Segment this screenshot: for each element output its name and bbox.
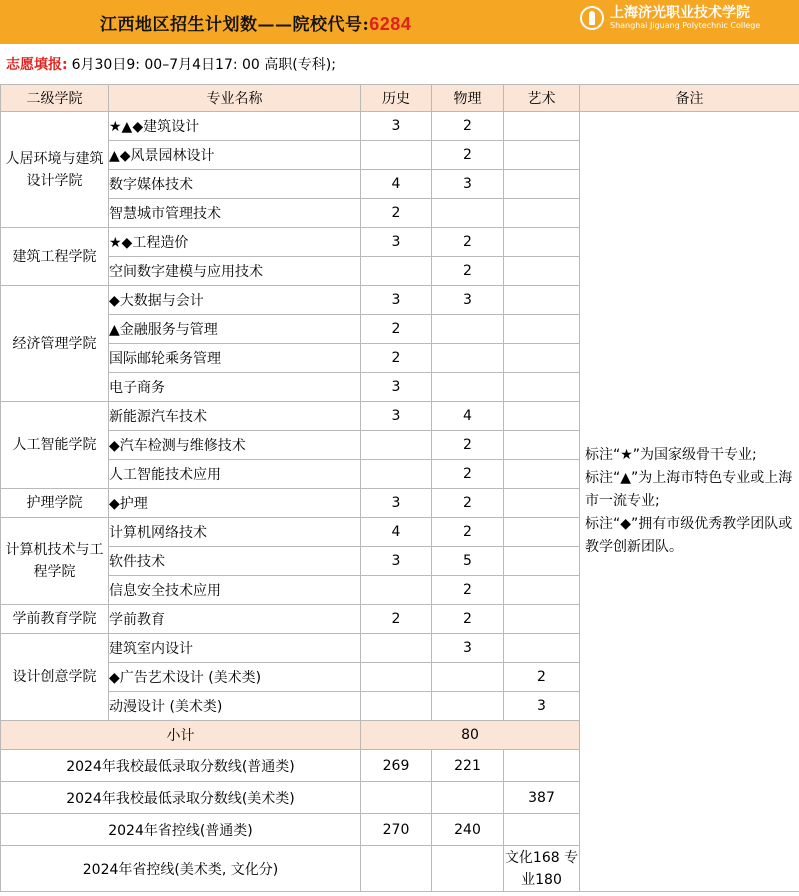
physics-count-cell: 2 [432,518,504,547]
physics-count-cell: 2 [432,576,504,605]
physics-score-cell [432,846,504,892]
history-score-cell: 269 [361,750,432,782]
physics-count-cell [432,663,504,692]
page-title [100,10,411,35]
history-count-cell: 4 [361,518,432,547]
art-count-cell [504,634,580,663]
major-name-cell: 信息安全技术应用 [109,576,361,605]
art-count-cell [504,257,580,286]
major-name-cell: 电子商务 [109,373,361,402]
notice-label: 志愿填报: [6,57,68,73]
school-code: 6284 [369,14,412,34]
header-history: 历史 [361,85,432,112]
physics-count-cell: 3 [432,286,504,315]
art-count-cell [504,315,580,344]
college-cell: 经济管理学院 [1,286,109,402]
score-line-label: 2024年省控线(普通类) [1,814,361,846]
header-major: 专业名称 [109,85,361,112]
history-count-cell: 2 [361,344,432,373]
art-count-cell [504,431,580,460]
art-count-cell [504,170,580,199]
major-name-cell: ★▲◆建筑设计 [109,112,361,141]
subtotal-value: 80 [361,721,580,750]
college-emblem-icon [580,6,604,30]
history-count-cell: 4 [361,170,432,199]
history-score-cell: 270 [361,814,432,846]
history-count-cell [361,257,432,286]
history-count-cell: 2 [361,199,432,228]
header-art: 艺术 [504,85,580,112]
remark-line: 标注“★”为国家级骨干专业; [585,447,757,463]
college-cell: 护理学院 [1,489,109,518]
major-name-cell: 学前教育 [109,605,361,634]
logo-chinese-name: 上海济光职业技术学院 [610,5,750,21]
notice-text: 6月30日9: 00–7月4日17: 00 高职(专科); [71,57,336,73]
major-name-cell: 计算机网络技术 [109,518,361,547]
history-count-cell: 3 [361,402,432,431]
art-count-cell [504,576,580,605]
history-count-cell: 3 [361,228,432,257]
score-line-label: 2024年省控线(美术类, 文化分) [1,846,361,892]
physics-count-cell [432,692,504,721]
major-name-cell: ◆护理 [109,489,361,518]
major-name-cell: ▲金融服务与管理 [109,315,361,344]
college-cell: 人居环境与建筑设计学院 [1,112,109,228]
physics-count-cell: 2 [432,605,504,634]
physics-count-cell: 3 [432,634,504,663]
art-count-cell [504,141,580,170]
physics-score-cell [432,782,504,814]
logo-english-name: Shanghai Jiguang Polytechnic College [610,21,761,30]
table-header-row [1,85,799,112]
art-count-cell [504,373,580,402]
physics-count-cell: 5 [432,547,504,576]
physics-score-cell: 240 [432,814,504,846]
major-name-cell: ▲◆风景园林设计 [109,141,361,170]
art-count-cell [504,489,580,518]
page-title-text: 江西地区招生计划数——院校代号: [100,15,370,35]
art-count-cell: 2 [504,663,580,692]
art-count-cell: 3 [504,692,580,721]
college-cell: 设计创意学院 [1,634,109,721]
college-cell: 学前教育学院 [1,605,109,634]
header-banner [0,0,799,44]
history-count-cell: 3 [361,112,432,141]
major-name-cell: 国际邮轮乘务管理 [109,344,361,373]
history-count-cell: 3 [361,373,432,402]
major-name-cell: 建筑室内设计 [109,634,361,663]
art-score-cell [504,750,580,782]
enrollment-plan-table [0,84,799,892]
art-count-cell [504,344,580,373]
art-count-cell [504,402,580,431]
history-count-cell [361,431,432,460]
art-count-cell [504,547,580,576]
history-count-cell [361,663,432,692]
history-count-cell: 2 [361,605,432,634]
physics-count-cell: 2 [432,460,504,489]
physics-count-cell: 2 [432,228,504,257]
art-count-cell [504,286,580,315]
major-name-cell: ◆汽车检测与维修技术 [109,431,361,460]
table-row [1,112,799,141]
subtotal-label: 小计 [1,721,361,750]
art-count-cell [504,518,580,547]
college-cell: 建筑工程学院 [1,228,109,286]
physics-count-cell: 4 [432,402,504,431]
physics-count-cell: 3 [432,170,504,199]
art-count-cell [504,228,580,257]
major-name-cell: 智慧城市管理技术 [109,199,361,228]
art-count-cell [504,460,580,489]
art-count-cell [504,199,580,228]
physics-count-cell: 2 [432,489,504,518]
remark-cell [580,112,799,892]
major-name-cell: 动漫设计 (美术类) [109,692,361,721]
physics-count-cell [432,373,504,402]
header-college: 二级学院 [1,85,109,112]
major-name-cell: 新能源汽车技术 [109,402,361,431]
major-name-cell: 空间数字建模与应用技术 [109,257,361,286]
major-name-cell: 数字媒体技术 [109,170,361,199]
physics-count-cell [432,344,504,373]
physics-score-cell: 221 [432,750,504,782]
college-logo [580,5,760,31]
history-count-cell: 2 [361,315,432,344]
application-notice [0,44,799,84]
header-remark: 备注 [580,85,799,112]
major-name-cell: ◆大数据与会计 [109,286,361,315]
college-cell: 人工智能学院 [1,402,109,489]
history-count-cell [361,692,432,721]
major-name-cell: ◆广告艺术设计 (美术类) [109,663,361,692]
history-count-cell [361,634,432,663]
physics-count-cell: 2 [432,112,504,141]
college-cell: 计算机技术与工程学院 [1,518,109,605]
art-count-cell [504,112,580,141]
history-count-cell [361,576,432,605]
remark-line: 标注“▲”为上海市特色专业或上海市一流专业; [585,470,793,509]
physics-count-cell: 2 [432,141,504,170]
art-count-cell [504,605,580,634]
physics-count-cell [432,315,504,344]
history-count-cell: 3 [361,547,432,576]
history-score-cell [361,846,432,892]
art-score-cell: 387 [504,782,580,814]
history-count-cell [361,460,432,489]
physics-count-cell: 2 [432,431,504,460]
major-name-cell: 人工智能技术应用 [109,460,361,489]
remark-line: 标注“◆”拥有市级优秀教学团队或教学创新团队。 [585,516,793,555]
major-name-cell: 软件技术 [109,547,361,576]
history-count-cell: 3 [361,286,432,315]
art-score-cell [504,814,580,846]
history-score-cell [361,782,432,814]
physics-count-cell [432,199,504,228]
history-count-cell [361,141,432,170]
score-line-label: 2024年我校最低录取分数线(普通类) [1,750,361,782]
physics-count-cell: 2 [432,257,504,286]
major-name-cell: ★◆工程造价 [109,228,361,257]
header-physics: 物理 [432,85,504,112]
score-line-label: 2024年我校最低录取分数线(美术类) [1,782,361,814]
history-count-cell: 3 [361,489,432,518]
art-score-cell: 文化168 专业180 [504,846,580,892]
